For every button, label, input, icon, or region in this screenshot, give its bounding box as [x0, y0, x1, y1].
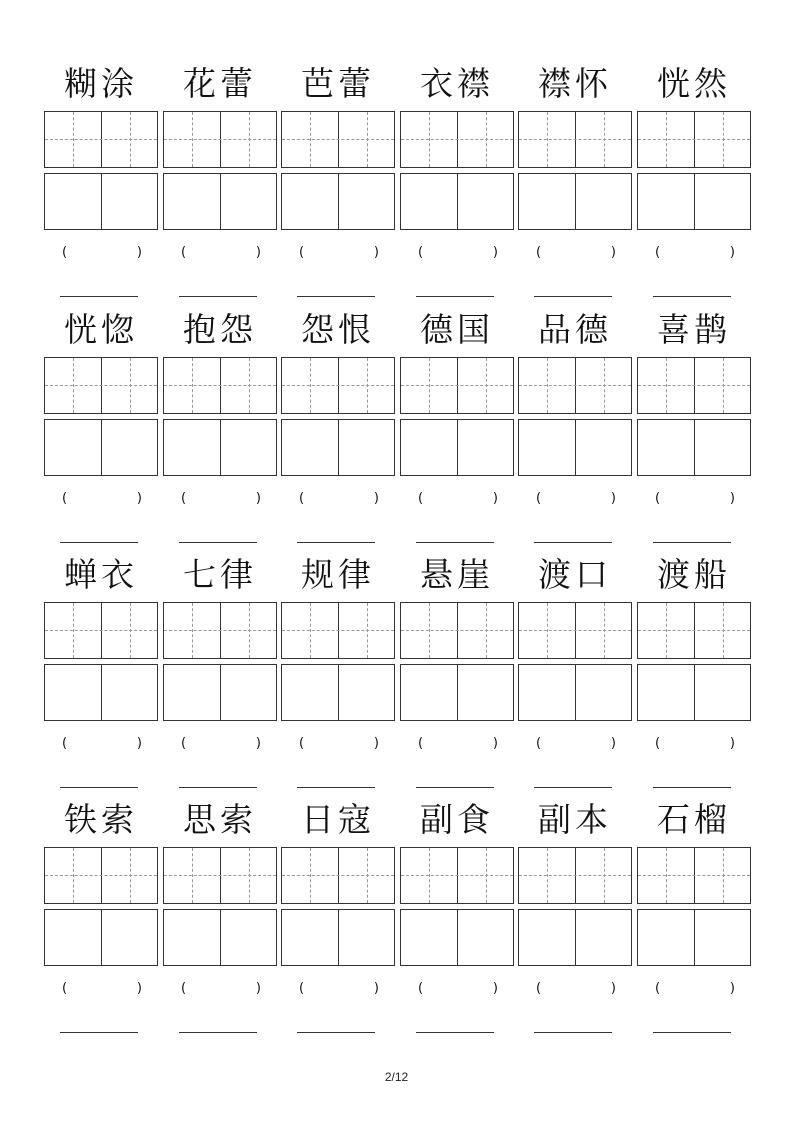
left-bracket: ( [181, 245, 187, 260]
left-bracket: ( [181, 491, 187, 506]
pinyin-answer-bracket[interactable] [44, 981, 158, 1001]
right-bracket: ) [492, 245, 498, 260]
pinyin-answer-bracket[interactable] [400, 981, 514, 1001]
word-label: 渡口 [538, 555, 612, 594]
grid-divider [101, 420, 102, 475]
writing-box[interactable] [163, 664, 277, 721]
grid-guide-dash [638, 630, 750, 631]
tianzige-practice-grid[interactable] [400, 357, 514, 414]
pinyin-answer-bracket[interactable] [518, 491, 632, 511]
left-bracket: ( [536, 491, 542, 506]
grid-divider [457, 420, 458, 475]
tianzige-practice-grid[interactable] [281, 357, 395, 414]
grid-divider [694, 910, 695, 965]
left-bracket: ( [62, 491, 68, 506]
tianzige-practice-grid[interactable] [281, 111, 395, 168]
tianzige-practice-grid[interactable] [637, 847, 751, 904]
right-bracket: ) [492, 736, 498, 751]
right-bracket: ) [610, 491, 616, 506]
tianzige-practice-grid[interactable] [400, 111, 514, 168]
left-bracket: ( [181, 736, 187, 751]
answer-underline[interactable] [653, 1032, 731, 1033]
word-label: 襟怀 [538, 64, 612, 103]
grid-divider [457, 665, 458, 720]
tianzige-practice-grid[interactable] [518, 847, 632, 904]
grid-divider [457, 174, 458, 229]
grid-guide-dash [519, 630, 631, 631]
pinyin-answer-bracket[interactable] [518, 981, 632, 1001]
right-bracket: ) [729, 491, 735, 506]
grid-guide-dash [45, 139, 157, 140]
tianzige-practice-grid[interactable] [400, 602, 514, 659]
writing-box[interactable] [637, 664, 751, 721]
writing-box[interactable] [518, 173, 632, 230]
pinyin-answer-bracket[interactable] [44, 491, 158, 511]
grid-divider [575, 420, 576, 475]
grid-divider [220, 174, 221, 229]
tianzige-practice-grid[interactable] [281, 847, 395, 904]
grid-divider [220, 910, 221, 965]
answer-underline[interactable] [179, 296, 257, 297]
writing-box[interactable] [637, 419, 751, 476]
grid-divider [694, 174, 695, 229]
answer-underline[interactable] [416, 1032, 494, 1033]
pinyin-answer-bracket[interactable] [163, 736, 277, 756]
writing-box[interactable] [281, 909, 395, 966]
grid-divider [338, 665, 339, 720]
tianzige-practice-grid[interactable] [400, 847, 514, 904]
right-bracket: ) [729, 736, 735, 751]
pinyin-answer-bracket[interactable] [518, 736, 632, 756]
answer-underline[interactable] [416, 296, 494, 297]
left-bracket: ( [62, 981, 68, 996]
grid-guide-dash [401, 630, 513, 631]
tianzige-practice-grid[interactable] [637, 357, 751, 414]
answer-underline[interactable] [60, 296, 138, 297]
grid-divider [338, 174, 339, 229]
pinyin-answer-bracket[interactable] [637, 245, 751, 265]
word-label: 七律 [183, 555, 257, 594]
tianzige-practice-grid[interactable] [163, 847, 277, 904]
grid-divider [575, 665, 576, 720]
answer-underline[interactable] [60, 787, 138, 788]
grid-divider [101, 910, 102, 965]
left-bracket: ( [299, 245, 305, 260]
writing-box[interactable] [400, 419, 514, 476]
grid-divider [220, 420, 221, 475]
answer-underline[interactable] [653, 296, 731, 297]
answer-underline[interactable] [179, 542, 257, 543]
writing-box[interactable] [400, 173, 514, 230]
tianzige-practice-grid[interactable] [637, 111, 751, 168]
answer-underline[interactable] [653, 787, 731, 788]
writing-box[interactable] [163, 419, 277, 476]
left-bracket: ( [181, 981, 187, 996]
left-bracket: ( [655, 491, 661, 506]
pinyin-answer-bracket[interactable] [637, 736, 751, 756]
word-label: 恍然 [657, 64, 731, 103]
right-bracket: ) [492, 981, 498, 996]
tianzige-practice-grid[interactable] [518, 602, 632, 659]
pinyin-answer-bracket[interactable] [281, 981, 395, 1001]
right-bracket: ) [373, 245, 379, 260]
grid-guide-dash [401, 875, 513, 876]
word-label: 花蕾 [183, 64, 257, 103]
pinyin-answer-bracket[interactable] [518, 245, 632, 265]
word-label: 蝉衣 [64, 555, 138, 594]
pinyin-answer-bracket[interactable] [44, 245, 158, 265]
tianzige-practice-grid[interactable] [44, 111, 158, 168]
pinyin-answer-bracket[interactable] [281, 491, 395, 511]
answer-underline[interactable] [179, 1032, 257, 1033]
answer-underline[interactable] [534, 787, 612, 788]
right-bracket: ) [136, 245, 142, 260]
pinyin-answer-bracket[interactable] [163, 491, 277, 511]
grid-divider [220, 665, 221, 720]
grid-guide-dash [164, 139, 276, 140]
tianzige-practice-grid[interactable] [518, 111, 632, 168]
answer-underline[interactable] [297, 542, 375, 543]
answer-underline[interactable] [416, 787, 494, 788]
grid-guide-dash [164, 875, 276, 876]
grid-divider [575, 174, 576, 229]
writing-box[interactable] [44, 909, 158, 966]
grid-divider [338, 910, 339, 965]
right-bracket: ) [610, 736, 616, 751]
left-bracket: ( [536, 736, 542, 751]
right-bracket: ) [729, 245, 735, 260]
word-label: 怨恨 [301, 310, 375, 349]
word-label: 副本 [538, 800, 612, 839]
right-bracket: ) [610, 245, 616, 260]
grid-guide-dash [401, 139, 513, 140]
grid-guide-dash [282, 630, 394, 631]
right-bracket: ) [255, 491, 261, 506]
right-bracket: ) [255, 245, 261, 260]
right-bracket: ) [136, 981, 142, 996]
tianzige-practice-grid[interactable] [44, 847, 158, 904]
left-bracket: ( [62, 736, 68, 751]
word-label: 芭蕾 [301, 64, 375, 103]
pinyin-answer-bracket[interactable] [281, 736, 395, 756]
word-label: 悬崖 [420, 555, 494, 594]
tianzige-practice-grid[interactable] [163, 602, 277, 659]
answer-underline[interactable] [534, 296, 612, 297]
answer-underline[interactable] [534, 542, 612, 543]
right-bracket: ) [729, 981, 735, 996]
left-bracket: ( [418, 491, 424, 506]
grid-guide-dash [164, 630, 276, 631]
word-label: 规律 [301, 555, 375, 594]
pinyin-answer-bracket[interactable] [400, 736, 514, 756]
word-label: 衣襟 [420, 64, 494, 103]
word-label: 恍惚 [64, 310, 138, 349]
grid-guide-dash [638, 385, 750, 386]
grid-divider [101, 665, 102, 720]
writing-box[interactable] [518, 419, 632, 476]
right-bracket: ) [255, 981, 261, 996]
grid-divider [694, 665, 695, 720]
writing-box[interactable] [44, 419, 158, 476]
left-bracket: ( [418, 245, 424, 260]
left-bracket: ( [655, 981, 661, 996]
pinyin-answer-bracket[interactable] [400, 245, 514, 265]
grid-guide-dash [282, 385, 394, 386]
word-label: 品德 [538, 310, 612, 349]
grid-divider [338, 420, 339, 475]
left-bracket: ( [299, 981, 305, 996]
answer-underline[interactable] [60, 542, 138, 543]
grid-divider [575, 910, 576, 965]
left-bracket: ( [418, 736, 424, 751]
tianzige-practice-grid[interactable] [44, 602, 158, 659]
tianzige-practice-grid[interactable] [281, 602, 395, 659]
grid-guide-dash [282, 875, 394, 876]
grid-guide-dash [638, 875, 750, 876]
word-label: 副食 [420, 800, 494, 839]
answer-underline[interactable] [297, 296, 375, 297]
writing-box[interactable] [44, 664, 158, 721]
answer-underline[interactable] [297, 787, 375, 788]
left-bracket: ( [536, 981, 542, 996]
grid-divider [457, 910, 458, 965]
writing-box[interactable] [400, 664, 514, 721]
answer-underline[interactable] [534, 1032, 612, 1033]
writing-box[interactable] [281, 419, 395, 476]
tianzige-practice-grid[interactable] [44, 357, 158, 414]
grid-guide-dash [282, 139, 394, 140]
left-bracket: ( [655, 245, 661, 260]
writing-box[interactable] [281, 664, 395, 721]
word-label: 铁索 [64, 800, 138, 839]
tianzige-practice-grid[interactable] [163, 111, 277, 168]
grid-guide-dash [164, 385, 276, 386]
pinyin-answer-bracket[interactable] [637, 491, 751, 511]
word-label: 日寇 [301, 800, 375, 839]
grid-guide-dash [45, 875, 157, 876]
answer-underline[interactable] [179, 787, 257, 788]
word-label: 喜鹊 [657, 310, 731, 349]
writing-box[interactable] [44, 173, 158, 230]
grid-divider [694, 420, 695, 475]
left-bracket: ( [536, 245, 542, 260]
writing-box[interactable] [163, 173, 277, 230]
right-bracket: ) [255, 736, 261, 751]
grid-guide-dash [519, 385, 631, 386]
word-label: 思索 [183, 800, 257, 839]
writing-box[interactable] [518, 909, 632, 966]
right-bracket: ) [373, 491, 379, 506]
writing-box[interactable] [518, 664, 632, 721]
pinyin-answer-bracket[interactable] [281, 245, 395, 265]
tianzige-practice-grid[interactable] [637, 602, 751, 659]
right-bracket: ) [492, 491, 498, 506]
writing-box[interactable] [637, 909, 751, 966]
grid-guide-dash [45, 385, 157, 386]
tianzige-practice-grid[interactable] [518, 357, 632, 414]
writing-box[interactable] [637, 173, 751, 230]
page-number: 2/12 [384, 1070, 409, 1084]
pinyin-answer-bracket[interactable] [163, 981, 277, 1001]
left-bracket: ( [299, 491, 305, 506]
grid-guide-dash [519, 139, 631, 140]
word-label: 渡船 [657, 555, 731, 594]
answer-underline[interactable] [416, 542, 494, 543]
grid-guide-dash [519, 875, 631, 876]
left-bracket: ( [299, 736, 305, 751]
grid-guide-dash [45, 630, 157, 631]
word-label: 石榴 [657, 800, 731, 839]
word-label: 德国 [420, 310, 494, 349]
right-bracket: ) [136, 736, 142, 751]
right-bracket: ) [136, 491, 142, 506]
answer-underline[interactable] [297, 1032, 375, 1033]
word-label: 抱怨 [183, 310, 257, 349]
pinyin-answer-bracket[interactable] [637, 981, 751, 1001]
word-label: 糊涂 [64, 64, 138, 103]
left-bracket: ( [655, 736, 661, 751]
writing-box[interactable] [281, 173, 395, 230]
right-bracket: ) [373, 736, 379, 751]
pinyin-answer-bracket[interactable] [400, 491, 514, 511]
left-bracket: ( [418, 981, 424, 996]
right-bracket: ) [610, 981, 616, 996]
right-bracket: ) [373, 981, 379, 996]
writing-box[interactable] [163, 909, 277, 966]
grid-guide-dash [638, 139, 750, 140]
tianzige-practice-grid[interactable] [163, 357, 277, 414]
writing-box[interactable] [400, 909, 514, 966]
left-bracket: ( [62, 245, 68, 260]
grid-guide-dash [401, 385, 513, 386]
answer-underline[interactable] [653, 542, 731, 543]
pinyin-answer-bracket[interactable] [163, 245, 277, 265]
answer-underline[interactable] [60, 1032, 138, 1033]
pinyin-answer-bracket[interactable] [44, 736, 158, 756]
grid-divider [101, 174, 102, 229]
